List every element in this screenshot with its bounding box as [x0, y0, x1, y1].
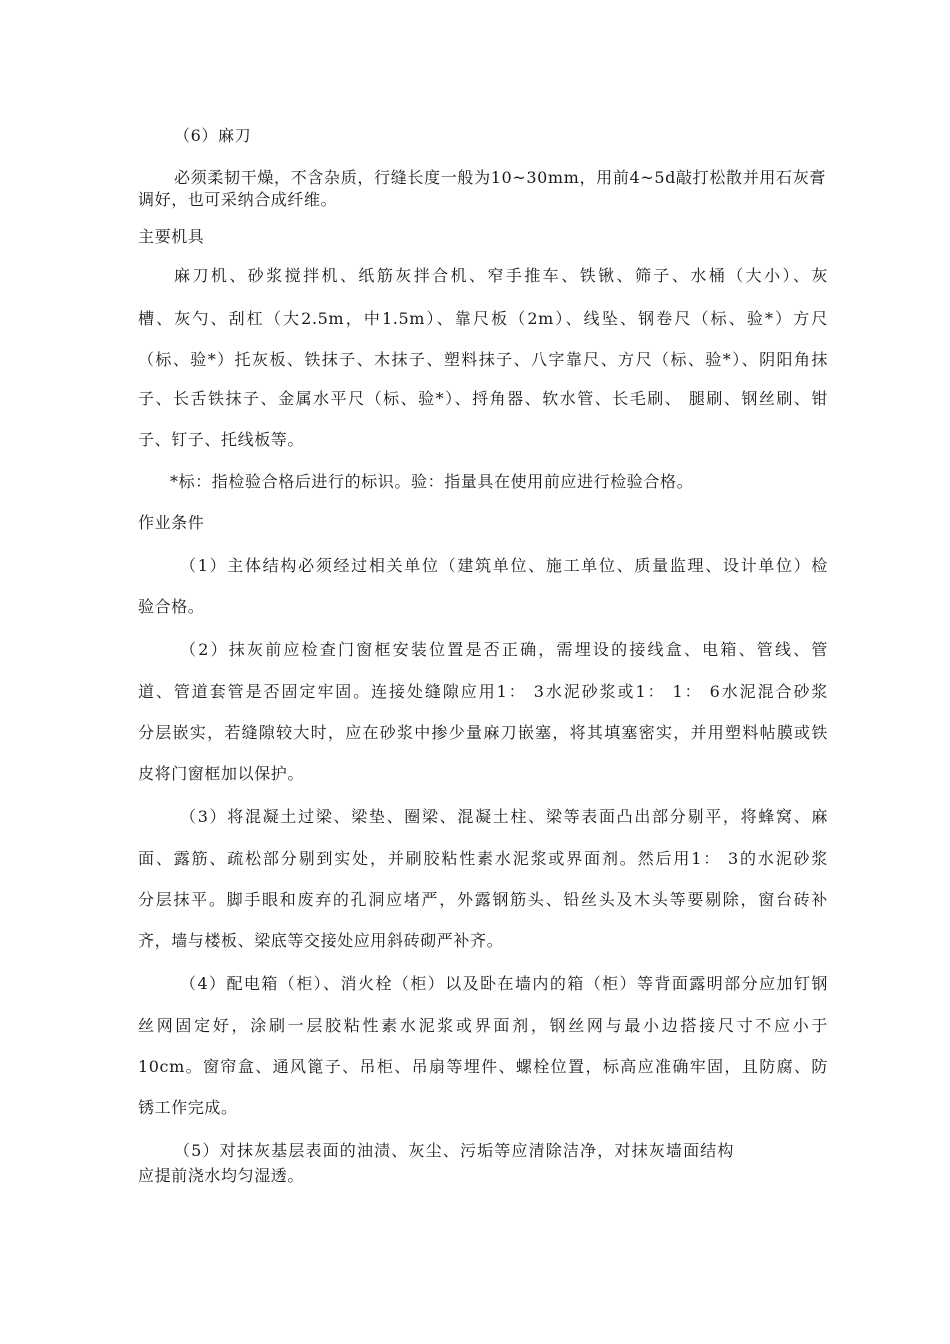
paragraph-line: （3）将混凝土过梁、梁垫、圈梁、混凝土柱、梁等表面凸出部分剔平，将蜂窝、麻	[180, 807, 828, 826]
paragraph-line: 皮将门窗框加以保护。	[138, 764, 305, 783]
paragraph-line: （4）配电箱（柜）、消火栓（柜）以及卧在墙内的箱（柜）等背面露明部分应加钉钢	[180, 974, 828, 993]
paragraph-line: 道、管道套管是否固定牢固。连接处缝隙应用1： 3水泥砂浆或1： 1： 6水泥混合砂浆	[138, 682, 828, 701]
paragraph-line: 齐，墙与楼板、梁底等交接处应用斜砖砌严补齐。	[138, 931, 504, 950]
paragraph-line: 验合格。	[138, 597, 205, 616]
paragraph-line: 锈工作完成。	[138, 1098, 238, 1117]
paragraph-line: （2）抹灰前应检查门窗框安装位置是否正确，需埋设的接线盒、电箱、管线、管	[180, 640, 828, 659]
paragraph-line: 子、长舌铁抹子、金属水平尺（标、验*）、捋角器、软水管、长毛刷、 腿刷、钢丝刷、钳	[138, 389, 828, 408]
paragraph-line: 应提前浇水均匀湿透。	[138, 1166, 305, 1185]
paragraph-line: 面、露筋、疏松部分剔到实处，并刷胶粘性素水泥浆或界面剂。然后用1： 3的水泥砂浆	[138, 849, 828, 868]
paragraph-line: 丝网固定好，涂刷一层胶粘性素水泥浆或界面剂，钢丝网与最小边搭接尺寸不应小于	[138, 1016, 828, 1035]
paragraph-line: 麻刀机、砂浆搅拌机、纸筋灰拌合机、窄手推车、铁锹、筛子、水桶（大小）、灰	[174, 266, 828, 285]
paragraph-line: 10cm。窗帘盒、通风篦子、吊柜、吊扇等埋件、螺栓位置，标高应准确牢固，且防腐、防	[138, 1057, 828, 1076]
paragraph-line: 槽、灰勺、刮杠（大2.5m，中1.5m）、靠尺板（2m）、线坠、钢卷尺（标、验*）方尺	[138, 309, 828, 328]
paragraph-line: （5）对抹灰基层表面的油渍、灰尘、污垢等应清除洁净，对抹灰墙面结构	[174, 1141, 734, 1160]
paragraph-line: 调好，也可采纳合成纤维。	[138, 190, 338, 209]
footnote-line: *标：指检验合格后进行的标识。验：指量具在使用前应进行检验合格。	[170, 472, 694, 491]
paragraph-line: （标、验*）托灰板、铁抹子、木抹子、塑料抹子、八字靠尺、方尺（标、验*）、阴阳角抹	[138, 350, 828, 369]
paragraph-line: 分层抹平。脚手眼和废弃的孔洞应堵严，外露钢筋头、铅丝头及木头等要剔除，窗台砖补	[138, 890, 828, 909]
section-heading-hemp: （6）麻刀	[174, 126, 252, 145]
section-heading-tools: 主要机具	[138, 227, 205, 246]
paragraph-line: 必须柔韧干燥，不含杂质，行缝长度一般为10~30mm，用前4~5d敲打松散并用石灰膏	[174, 168, 826, 187]
paragraph-line: 分层嵌实，若缝隙较大时，应在砂浆中掺少量麻刀嵌塞，将其填塞密实，并用塑料帖膜或铁	[138, 723, 828, 742]
paragraph-line: （1）主体结构必须经过相关单位（建筑单位、施工单位、质量监理、设计单位）检	[180, 556, 828, 575]
section-heading-conditions: 作业条件	[138, 513, 205, 532]
paragraph-line: 子、钉子、托线板等。	[138, 430, 305, 449]
